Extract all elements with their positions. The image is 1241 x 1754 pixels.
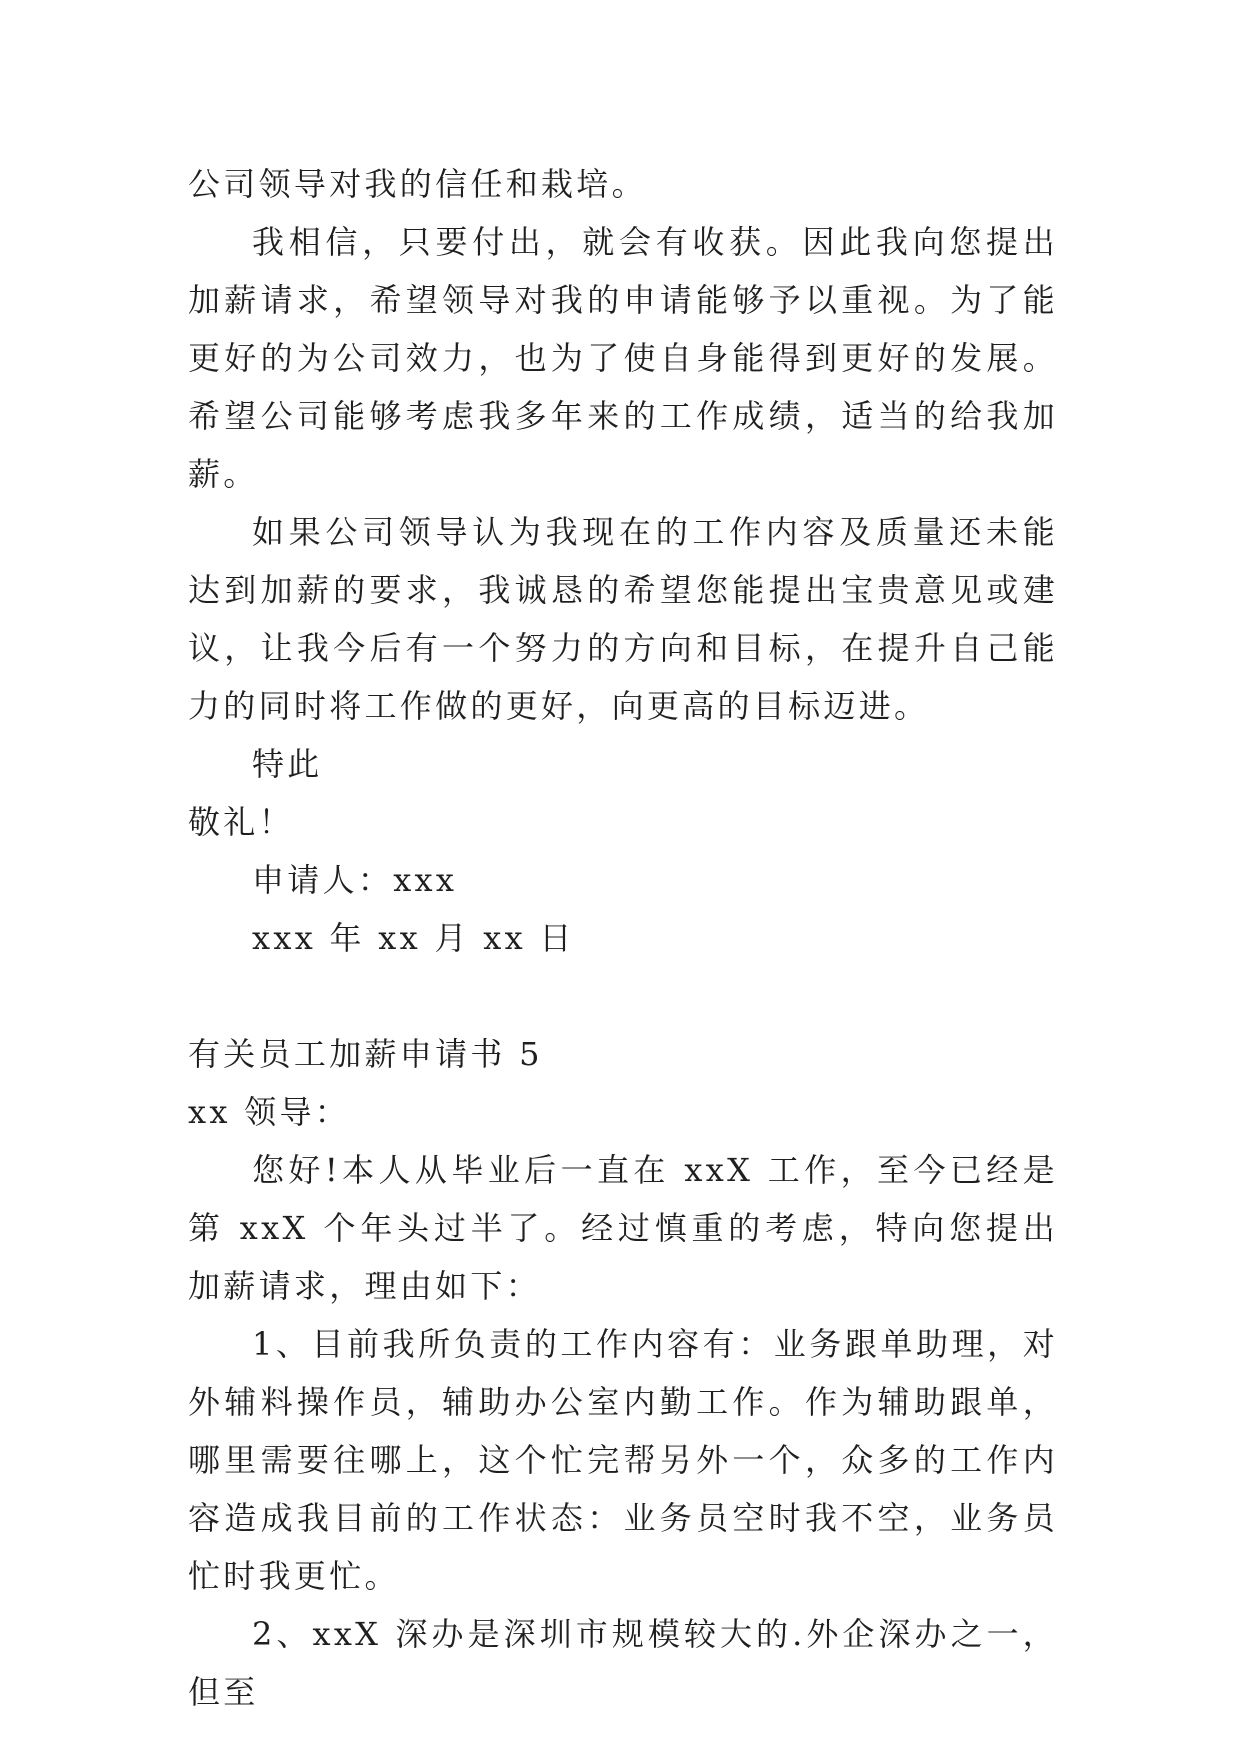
date-line: xxx 年 xx 月 xx 日: [252, 919, 575, 957]
paragraph: 我相信，只要付出，就会有收获。因此我向您提出加薪请求，希望领导对我的申请能够予以重视。为了能更好的为公司效力，也为了使自身能得到更好的发展。希望公司能够考虑我多年来的工作成绩，适当的给我加薪。: [188, 223, 1058, 493]
addressee-line: xx 领导：: [188, 1093, 351, 1131]
paragraph: 如果公司领导认为我现在的工作内容及质量还未能达到加薪的要求，我诚恳的希望您能提出宝贵意见或建议，让我今后有一个努力的方向和目标，在提升自己能力的同时将工作做的更好，向更高的目标迈进。: [188, 513, 1058, 725]
salutation: 敬礼！: [188, 803, 294, 841]
section-gap: [188, 967, 1058, 1025]
paragraph: 1、目前我所负责的工作内容有：业务跟单助理，对外辅料操作员，辅助办公室内勤工作。作为辅助跟单，哪里需要往哪上，这个忙完帮另外一个，众多的工作内容造成我目前的工作状态：业务员空时我不空，业务员忙时我更忙。: [188, 1325, 1058, 1595]
paragraph: 2、xxX 深办是深圳市规模较大的.外企深办之一，但至: [188, 1615, 1058, 1711]
closing-phrase: 特此: [252, 745, 323, 783]
paragraph: 公司领导对我的信任和栽培。: [188, 165, 647, 203]
document-body: [188, 155, 1058, 1721]
paragraph: 您好!本人从毕业后一直在 xxX 工作，至今已经是第 xxX 个年头过半了。经过慎重的考虑，特向您提出加薪请求，理由如下：: [188, 1151, 1058, 1305]
section-title: 有关员工加薪申请书 5: [188, 1035, 543, 1073]
applicant-line: 申请人：xxx: [252, 861, 458, 899]
